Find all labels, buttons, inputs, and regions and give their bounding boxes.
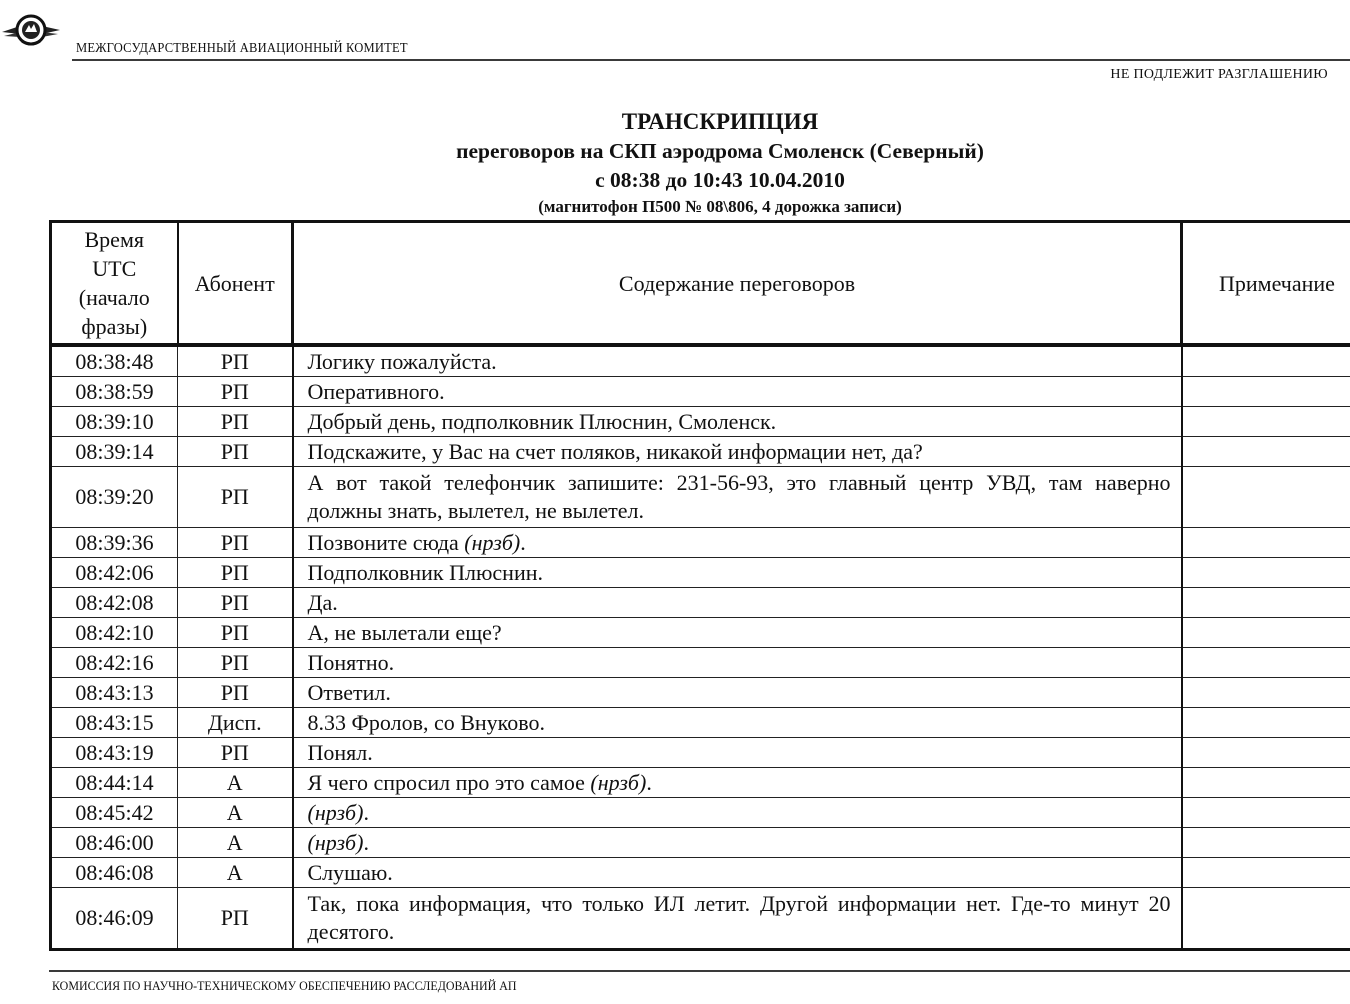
cell-content xyxy=(293,618,1182,648)
cell-time: 08:38:48 xyxy=(51,345,178,377)
cell-time: 08:38:59 xyxy=(51,377,178,407)
content-text: Добрый день, подполковник Плюснин, Смоленск. xyxy=(307,409,777,434)
table-row xyxy=(51,678,1350,708)
transcript-body xyxy=(51,345,1350,950)
cell-content xyxy=(293,588,1182,618)
cell-content xyxy=(293,768,1182,798)
cell-note xyxy=(1182,828,1350,858)
table-header-row xyxy=(51,222,1350,346)
content-text: 8.33 Фролов, со Внуково. xyxy=(307,710,545,735)
table-row xyxy=(51,528,1350,558)
cell-note xyxy=(1182,678,1350,708)
cell-note xyxy=(1182,588,1350,618)
footer-divider xyxy=(49,970,1350,972)
illegible-marker: (нрзб) xyxy=(307,800,364,825)
cell-time: 08:45:42 xyxy=(51,798,178,828)
cell-subscriber: РП xyxy=(178,888,293,950)
cell-subscriber: РП xyxy=(178,345,293,377)
cell-time: 08:43:13 xyxy=(51,678,178,708)
cell-subscriber: РП xyxy=(178,407,293,437)
content-text: Я чего спросил про это самое xyxy=(307,770,591,795)
cell-subscriber: РП xyxy=(178,437,293,467)
title-line-3: с 08:38 до 10:43 10.04.2010 xyxy=(595,168,845,192)
content-suffix: . xyxy=(363,800,369,825)
cell-content xyxy=(293,738,1182,768)
cell-note xyxy=(1182,528,1350,558)
cell-content xyxy=(293,377,1182,407)
classification-label: НЕ ПОДЛЕЖИТ РАЗГЛАШЕНИЮ xyxy=(1110,67,1328,82)
table-row xyxy=(51,437,1350,467)
cell-note xyxy=(1182,345,1350,377)
title-line-4: (магнитофон П500 № 08\806, 4 дорожка записи) xyxy=(538,197,902,216)
cell-note xyxy=(1182,377,1350,407)
cell-content xyxy=(293,798,1182,828)
title-line-2: переговоров на СКП аэродрома Смоленск (Северный) xyxy=(456,139,984,163)
illegible-marker: (нрзб) xyxy=(464,530,521,555)
content-text: Так, пока информация, что только ИЛ летит. Другой информации нет. Где-то минут 20 десятого. xyxy=(307,891,1171,944)
content-text: Понял. xyxy=(307,740,373,765)
content-text: Подскажите, у Вас на счет поляков, никакой информации нет, да? xyxy=(307,439,923,464)
cell-content xyxy=(293,407,1182,437)
column-header-time-line: UTC xyxy=(92,256,137,281)
column-header-time xyxy=(51,222,178,346)
cell-note xyxy=(1182,768,1350,798)
table-row xyxy=(51,377,1350,407)
cell-subscriber: А xyxy=(178,828,293,858)
cell-note xyxy=(1182,407,1350,437)
footer-text: КОМИССИЯ ПО НАУЧНО-ТЕХНИЧЕСКОМУ ОБЕСПЕЧЕНИЮ РАССЛЕДОВАНИЙ АП xyxy=(52,978,517,993)
cell-content xyxy=(293,467,1182,528)
content-text: Логику пожалуйста. xyxy=(307,349,497,374)
cell-time: 08:46:00 xyxy=(51,828,178,858)
cell-content xyxy=(293,437,1182,467)
cell-subscriber: РП xyxy=(178,377,293,407)
table-row xyxy=(51,467,1350,528)
cell-time: 08:43:19 xyxy=(51,738,178,768)
content-text: Слушаю. xyxy=(307,860,393,885)
table-row xyxy=(51,345,1350,377)
content-text: Да. xyxy=(307,590,338,615)
cell-time: 08:42:06 xyxy=(51,558,178,588)
column-header-time-line: Время xyxy=(84,227,144,252)
cell-content xyxy=(293,678,1182,708)
content-suffix: . xyxy=(363,830,369,855)
cell-time: 08:39:36 xyxy=(51,528,178,558)
cell-note xyxy=(1182,437,1350,467)
table-row xyxy=(51,828,1350,858)
cell-content xyxy=(293,345,1182,377)
cell-content xyxy=(293,528,1182,558)
content-text: Понятно. xyxy=(307,650,395,675)
header-divider xyxy=(72,59,1350,61)
cell-time: 08:42:08 xyxy=(51,588,178,618)
cell-content xyxy=(293,558,1182,588)
cell-subscriber: РП xyxy=(178,558,293,588)
cell-subscriber: РП xyxy=(178,528,293,558)
document-title xyxy=(300,106,1140,219)
cell-time: 08:42:16 xyxy=(51,648,178,678)
cell-content xyxy=(293,858,1182,888)
column-header-subscriber: Абонент xyxy=(178,222,293,346)
cell-content xyxy=(293,648,1182,678)
content-suffix: . xyxy=(520,530,526,555)
illegible-marker: (нрзб) xyxy=(590,770,647,795)
cell-content xyxy=(293,888,1182,950)
table-row xyxy=(51,888,1350,950)
cell-note xyxy=(1182,618,1350,648)
content-suffix: . xyxy=(646,770,652,795)
cell-subscriber: РП xyxy=(178,648,293,678)
cell-subscriber: А xyxy=(178,768,293,798)
column-header-note: Примечание xyxy=(1182,222,1350,346)
cell-note xyxy=(1182,798,1350,828)
content-text: Оперативного. xyxy=(307,379,445,404)
column-header-content: Содержание переговоров xyxy=(293,222,1182,346)
illegible-marker: (нрзб) xyxy=(307,830,364,855)
iac-winged-emblem-icon xyxy=(0,10,62,50)
cell-subscriber: А xyxy=(178,858,293,888)
cell-note xyxy=(1182,467,1350,528)
cell-note xyxy=(1182,558,1350,588)
content-text: А, не вылетали еще? xyxy=(307,620,502,645)
cell-time: 08:39:10 xyxy=(51,407,178,437)
table-row xyxy=(51,768,1350,798)
cell-time: 08:39:14 xyxy=(51,437,178,467)
table-row xyxy=(51,407,1350,437)
content-text: Позвоните сюда xyxy=(307,530,465,555)
cell-subscriber: РП xyxy=(178,467,293,528)
cell-time: 08:46:08 xyxy=(51,858,178,888)
cell-time: 08:39:20 xyxy=(51,467,178,528)
organization-name: МЕЖГОСУДАРСТВЕННЫЙ АВИАЦИОННЫЙ КОМИТЕТ xyxy=(76,40,408,55)
table-row xyxy=(51,738,1350,768)
cell-time: 08:44:14 xyxy=(51,768,178,798)
table-row xyxy=(51,858,1350,888)
cell-note xyxy=(1182,888,1350,950)
transcript-table xyxy=(49,220,1350,951)
table-row xyxy=(51,558,1350,588)
cell-subscriber: РП xyxy=(178,618,293,648)
cell-content xyxy=(293,828,1182,858)
content-text: Ответил. xyxy=(307,680,391,705)
cell-subscriber: РП xyxy=(178,588,293,618)
cell-note xyxy=(1182,708,1350,738)
title-line-1: ТРАНСКРИПЦИЯ xyxy=(621,109,819,134)
cell-time: 08:42:10 xyxy=(51,618,178,648)
cell-note xyxy=(1182,858,1350,888)
cell-subscriber: А xyxy=(178,798,293,828)
table-row xyxy=(51,618,1350,648)
content-text: А вот такой телефончик запишите: 231-56-93, это главный центр УВД, там наверно должны знать, вылетел, не вылетел. xyxy=(307,470,1171,523)
cell-subscriber: РП xyxy=(178,678,293,708)
cell-time: 08:46:09 xyxy=(51,888,178,950)
column-header-time-line: (начало xyxy=(78,285,150,310)
cell-content xyxy=(293,708,1182,738)
table-row xyxy=(51,588,1350,618)
cell-time: 08:43:15 xyxy=(51,708,178,738)
table-row xyxy=(51,798,1350,828)
content-text: Подполковник Плюснин. xyxy=(307,560,543,585)
cell-note xyxy=(1182,738,1350,768)
table-row xyxy=(51,708,1350,738)
column-header-time-line: фразы) xyxy=(81,314,148,339)
cell-note xyxy=(1182,648,1350,678)
cell-subscriber: РП xyxy=(178,738,293,768)
table-row xyxy=(51,648,1350,678)
cell-subscriber: Дисп. xyxy=(178,708,293,738)
